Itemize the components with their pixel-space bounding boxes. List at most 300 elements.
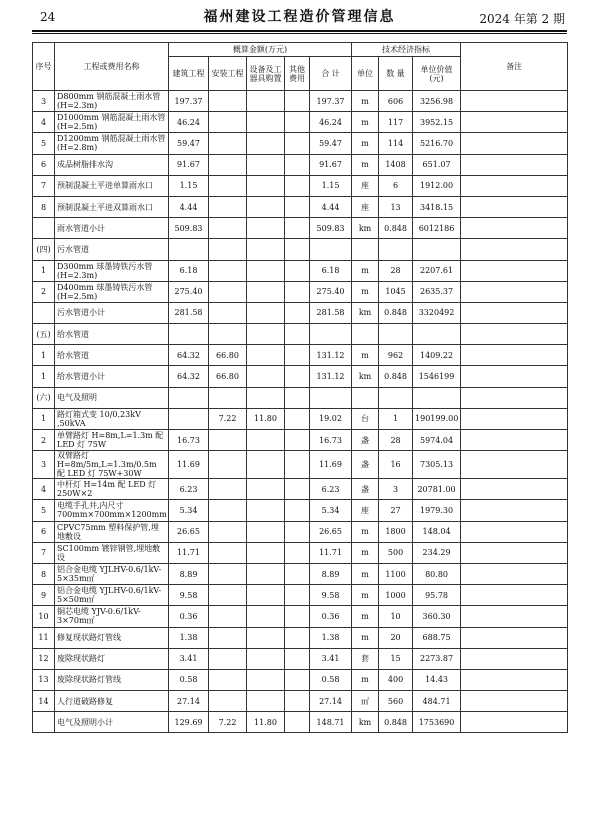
cell-unit-value: 2635.37	[413, 281, 461, 302]
cell-total: 131.12	[310, 345, 352, 366]
header-unit-value: 单位价值(元)	[413, 57, 461, 91]
cell-quantity: 1000	[379, 585, 413, 606]
cell-installation	[209, 430, 247, 451]
cell-total: 1.15	[310, 175, 352, 196]
cell-other	[285, 563, 310, 584]
cell-total: 0.36	[310, 606, 352, 627]
table-row	[33, 324, 568, 345]
cell-quantity: 114	[379, 133, 413, 154]
cell-unit-value: 6012186	[413, 218, 461, 239]
cell-installation	[209, 91, 247, 112]
cell-installation	[209, 324, 247, 345]
cell-other	[285, 218, 310, 239]
cell-unit	[352, 239, 379, 260]
cell-unit-value: 1912.00	[413, 175, 461, 196]
header-seq: 序号	[33, 43, 55, 91]
cell-seq: 1	[33, 366, 55, 387]
cell-installation	[209, 154, 247, 175]
cell-construction: 9.58	[169, 585, 209, 606]
cell-remark	[461, 627, 568, 648]
cell-remark	[461, 521, 568, 542]
cell-other	[285, 669, 310, 690]
cell-quantity: 500	[379, 542, 413, 563]
cell-construction: 1.38	[169, 627, 209, 648]
cell-equipment	[247, 218, 285, 239]
cell-construction: 64.32	[169, 366, 209, 387]
cell-unit: ㎡	[352, 691, 379, 712]
cell-seq: 7	[33, 175, 55, 196]
cell-installation	[209, 239, 247, 260]
cell-quantity: 0.848	[379, 712, 413, 733]
cell-equipment: 11.80	[247, 408, 285, 429]
cell-equipment	[247, 302, 285, 323]
cell-equipment: 11.80	[247, 712, 285, 733]
cell-installation	[209, 387, 247, 408]
cell-seq: 4	[33, 479, 55, 500]
cell-name: 污水管道小计	[55, 302, 169, 323]
header-remark: 备注	[461, 43, 568, 91]
cell-other	[285, 196, 310, 217]
cell-remark	[461, 408, 568, 429]
cell-name: SC100mm 镀锌钢管,埋地敷设	[55, 542, 169, 563]
cell-remark	[461, 281, 568, 302]
cell-unit: km	[352, 302, 379, 323]
cell-total: 11.71	[310, 542, 352, 563]
cell-total: 5.34	[310, 500, 352, 521]
cell-unit-value: 7305.13	[413, 451, 461, 479]
cell-unit-value: 2207.61	[413, 260, 461, 281]
cell-unit-value: 360.30	[413, 606, 461, 627]
cell-unit-value: 3320492	[413, 302, 461, 323]
table-row	[33, 345, 568, 366]
cell-seq: (六)	[33, 387, 55, 408]
cell-remark	[461, 302, 568, 323]
cell-seq: 6	[33, 154, 55, 175]
cell-other	[285, 324, 310, 345]
table-row	[33, 218, 568, 239]
cell-total: 275.40	[310, 281, 352, 302]
cell-other	[285, 281, 310, 302]
cell-unit: km	[352, 218, 379, 239]
cell-total: 1.38	[310, 627, 352, 648]
cell-construction: 27.14	[169, 691, 209, 712]
cell-name: 单臂路灯 H=8m,L=1.3m 配 LED 灯 75W	[55, 430, 169, 451]
cell-unit-value	[413, 239, 461, 260]
cell-construction: 5.34	[169, 500, 209, 521]
cell-equipment	[247, 669, 285, 690]
cell-unit: m	[352, 91, 379, 112]
cell-total: 3.41	[310, 648, 352, 669]
cell-seq: 14	[33, 691, 55, 712]
cell-seq: 8	[33, 563, 55, 584]
cell-unit: km	[352, 712, 379, 733]
table-row	[33, 133, 568, 154]
cell-unit: 盏	[352, 451, 379, 479]
cell-construction: 0.58	[169, 669, 209, 690]
cell-unit-value: 651.07	[413, 154, 461, 175]
cell-quantity: 962	[379, 345, 413, 366]
cell-remark	[461, 712, 568, 733]
header-installation: 安装工程	[209, 57, 247, 91]
cell-equipment	[247, 175, 285, 196]
cell-construction	[169, 239, 209, 260]
cell-other	[285, 345, 310, 366]
cell-name: 路灯箱式变 10/0.23kV ,50kVA	[55, 408, 169, 429]
cell-name: 废除现状路灯	[55, 648, 169, 669]
cell-construction: 26.65	[169, 521, 209, 542]
table-row	[33, 712, 568, 733]
cell-other	[285, 542, 310, 563]
cell-quantity: 400	[379, 669, 413, 690]
cell-remark	[461, 324, 568, 345]
cell-installation	[209, 500, 247, 521]
cell-name: 电缆手孔井,内尺寸 700mm×700mm×1200mm	[55, 500, 169, 521]
cell-unit-value: 484.71	[413, 691, 461, 712]
cell-installation	[209, 669, 247, 690]
cell-remark	[461, 648, 568, 669]
cell-construction: 59.47	[169, 133, 209, 154]
cell-total: 27.14	[310, 691, 352, 712]
cell-unit: m	[352, 154, 379, 175]
cell-total: 16.73	[310, 430, 352, 451]
table-row	[33, 239, 568, 260]
cell-remark	[461, 345, 568, 366]
table-row	[33, 479, 568, 500]
cell-quantity: 1045	[379, 281, 413, 302]
cell-installation	[209, 479, 247, 500]
cell-other	[285, 451, 310, 479]
cell-unit: m	[352, 606, 379, 627]
cell-quantity: 1408	[379, 154, 413, 175]
issue-label: 2024 年第 2 期	[479, 12, 565, 26]
table-row	[33, 648, 568, 669]
table-row	[33, 260, 568, 281]
cell-unit-value: 148.04	[413, 521, 461, 542]
cell-seq: 10	[33, 606, 55, 627]
table-row	[33, 542, 568, 563]
cell-total: 509.83	[310, 218, 352, 239]
cell-construction: 16.73	[169, 430, 209, 451]
cell-seq: 3	[33, 91, 55, 112]
cell-name: 铜芯电缆 YJV-0.6/1kV-3×70m㎡	[55, 606, 169, 627]
cell-total: 26.65	[310, 521, 352, 542]
cell-unit-value: 2273.87	[413, 648, 461, 669]
cell-name: D800mm 钢筋混凝土雨水管(H=2.3m)	[55, 91, 169, 112]
cell-total: 59.47	[310, 133, 352, 154]
cell-seq: (五)	[33, 324, 55, 345]
cell-installation: 7.22	[209, 712, 247, 733]
cell-other	[285, 691, 310, 712]
cell-equipment	[247, 345, 285, 366]
cell-construction: 281.58	[169, 302, 209, 323]
cell-remark	[461, 500, 568, 521]
cell-construction: 64.32	[169, 345, 209, 366]
cell-remark	[461, 260, 568, 281]
cell-name: 铝合金电缆 YJLHV-0.6/1kV-5×35m㎡	[55, 563, 169, 584]
cell-construction: 1.15	[169, 175, 209, 196]
cell-construction: 6.23	[169, 479, 209, 500]
cell-name: 雨水管道小计	[55, 218, 169, 239]
cell-construction: 129.69	[169, 712, 209, 733]
cell-unit: 座	[352, 196, 379, 217]
cell-quantity: 15	[379, 648, 413, 669]
cell-equipment	[247, 366, 285, 387]
table-row	[33, 606, 568, 627]
table-row	[33, 408, 568, 429]
cell-name: D1000mm 钢筋混凝土雨水管(H=2.5m)	[55, 112, 169, 133]
cell-remark	[461, 669, 568, 690]
cell-unit: 套	[352, 648, 379, 669]
table-row	[33, 563, 568, 584]
cell-seq: 2	[33, 430, 55, 451]
cell-other	[285, 521, 310, 542]
cell-construction: 197.37	[169, 91, 209, 112]
cell-unit-value: 5216.70	[413, 133, 461, 154]
cell-seq: 7	[33, 542, 55, 563]
cell-unit-value: 20781.00	[413, 479, 461, 500]
cell-seq: 1	[33, 260, 55, 281]
cell-remark	[461, 112, 568, 133]
cell-unit: 盏	[352, 479, 379, 500]
cell-installation	[209, 196, 247, 217]
cell-unit: 座	[352, 175, 379, 196]
cell-name: D1200mm 钢筋混凝土雨水管(H=2.8m)	[55, 133, 169, 154]
cell-construction	[169, 387, 209, 408]
cell-construction: 11.71	[169, 542, 209, 563]
cell-seq: 9	[33, 585, 55, 606]
header-divider	[32, 33, 567, 34]
cell-construction	[169, 408, 209, 429]
cell-other	[285, 430, 310, 451]
cell-quantity: 28	[379, 430, 413, 451]
cell-unit: 座	[352, 500, 379, 521]
cell-name: 预制混凝土平进单算雨水口	[55, 175, 169, 196]
cell-installation	[209, 627, 247, 648]
cell-equipment	[247, 521, 285, 542]
cell-unit-value: 1546199	[413, 366, 461, 387]
cell-installation: 7.22	[209, 408, 247, 429]
cell-name: 铝合金电缆 YJLHV-0.6/1kV-5×50m㎡	[55, 585, 169, 606]
cell-other	[285, 648, 310, 669]
cell-total: 131.12	[310, 366, 352, 387]
cell-quantity: 0.848	[379, 218, 413, 239]
cell-total: 46.24	[310, 112, 352, 133]
cell-unit: m	[352, 281, 379, 302]
cell-quantity: 560	[379, 691, 413, 712]
cell-unit-value: 1979.30	[413, 500, 461, 521]
cell-equipment	[247, 154, 285, 175]
cell-unit-value: 190199.00	[413, 408, 461, 429]
cell-name: 电气及照明小计	[55, 712, 169, 733]
cell-seq	[33, 712, 55, 733]
cell-unit-value: 3256.98	[413, 91, 461, 112]
cell-total: 0.58	[310, 669, 352, 690]
cell-seq: 5	[33, 500, 55, 521]
cell-unit: m	[352, 133, 379, 154]
cell-seq: 3	[33, 451, 55, 479]
cell-total: 281.58	[310, 302, 352, 323]
cell-unit: m	[352, 585, 379, 606]
header-other: 其他费用	[285, 57, 310, 91]
cell-name: 预制混凝土平进双算雨水口	[55, 196, 169, 217]
cell-seq: 12	[33, 648, 55, 669]
cell-construction: 6.18	[169, 260, 209, 281]
cell-quantity	[379, 387, 413, 408]
table-row	[33, 196, 568, 217]
cell-other	[285, 112, 310, 133]
table-row	[33, 500, 568, 521]
cell-quantity: 1800	[379, 521, 413, 542]
header-tech-group: 技术经济指标	[352, 43, 461, 57]
cell-total: 11.69	[310, 451, 352, 479]
cell-unit-value	[413, 387, 461, 408]
cell-installation	[209, 260, 247, 281]
header-equipment: 设备及工器具购置	[247, 57, 285, 91]
cell-name: 双臂路灯 H=8m/5m,L=1.3m/0.5m 配 LED 灯 75W+30W	[55, 451, 169, 479]
cell-quantity: 16	[379, 451, 413, 479]
cell-equipment	[247, 542, 285, 563]
cell-unit-value: 3418.15	[413, 196, 461, 217]
header-construction: 建筑工程	[169, 57, 209, 91]
cell-quantity	[379, 239, 413, 260]
table-row	[33, 627, 568, 648]
cell-total	[310, 387, 352, 408]
cell-remark	[461, 691, 568, 712]
table-row	[33, 691, 568, 712]
cell-remark	[461, 196, 568, 217]
cell-installation	[209, 218, 247, 239]
cell-other	[285, 366, 310, 387]
cell-unit-value: 5974.04	[413, 430, 461, 451]
cell-name: 中杆灯 H=14m 配 LED 灯 250W×2	[55, 479, 169, 500]
cell-unit-value: 1753690	[413, 712, 461, 733]
cell-installation	[209, 648, 247, 669]
cell-quantity: 0.848	[379, 366, 413, 387]
cell-unit-value: 95.78	[413, 585, 461, 606]
cell-total	[310, 324, 352, 345]
cell-seq: 1	[33, 345, 55, 366]
cell-remark	[461, 175, 568, 196]
cell-seq: 1	[33, 408, 55, 429]
cell-unit-value: 3952.15	[413, 112, 461, 133]
cell-remark	[461, 563, 568, 584]
cell-remark	[461, 430, 568, 451]
table-row	[33, 302, 568, 323]
cell-construction: 3.41	[169, 648, 209, 669]
cell-name: 电气及照明	[55, 387, 169, 408]
cell-seq: 4	[33, 112, 55, 133]
cell-unit: m	[352, 563, 379, 584]
cell-other	[285, 91, 310, 112]
cell-other	[285, 239, 310, 260]
cell-name: 人行道破路修复	[55, 691, 169, 712]
cell-unit: m	[352, 521, 379, 542]
cell-construction: 46.24	[169, 112, 209, 133]
cell-installation	[209, 691, 247, 712]
cell-unit-value: 1409.22	[413, 345, 461, 366]
page-header	[32, 6, 567, 32]
cell-unit	[352, 324, 379, 345]
header-unit: 单位	[352, 57, 379, 91]
cell-equipment	[247, 606, 285, 627]
cell-quantity: 606	[379, 91, 413, 112]
cell-equipment	[247, 387, 285, 408]
table-row	[33, 112, 568, 133]
cell-installation	[209, 281, 247, 302]
cell-unit: m	[352, 669, 379, 690]
cell-other	[285, 260, 310, 281]
cell-quantity: 28	[379, 260, 413, 281]
cell-unit: m	[352, 542, 379, 563]
cell-quantity: 10	[379, 606, 413, 627]
cell-unit	[352, 387, 379, 408]
cell-seq: 11	[33, 627, 55, 648]
cell-seq: 13	[33, 669, 55, 690]
cell-installation	[209, 542, 247, 563]
header-total: 合 计	[310, 57, 352, 91]
cell-remark	[461, 451, 568, 479]
cell-name: 给水管道	[55, 324, 169, 345]
table-row	[33, 521, 568, 542]
cell-seq: 2	[33, 281, 55, 302]
table-row	[33, 387, 568, 408]
cell-installation: 66.80	[209, 366, 247, 387]
cell-seq: 6	[33, 521, 55, 542]
header-name: 工程或费用名称	[55, 43, 169, 91]
cell-seq: 5	[33, 133, 55, 154]
table-row	[33, 430, 568, 451]
cell-equipment	[247, 500, 285, 521]
cell-unit: km	[352, 366, 379, 387]
cell-equipment	[247, 260, 285, 281]
cell-construction: 0.36	[169, 606, 209, 627]
cell-remark	[461, 542, 568, 563]
cell-quantity: 20	[379, 627, 413, 648]
cell-installation	[209, 451, 247, 479]
cell-construction: 4.44	[169, 196, 209, 217]
cell-other	[285, 387, 310, 408]
cell-unit: m	[352, 627, 379, 648]
table-row	[33, 154, 568, 175]
cell-other	[285, 479, 310, 500]
cell-remark	[461, 133, 568, 154]
cell-equipment	[247, 196, 285, 217]
table-body	[33, 91, 568, 733]
cell-total: 9.58	[310, 585, 352, 606]
cell-total: 19.02	[310, 408, 352, 429]
cell-unit-value: 14.43	[413, 669, 461, 690]
cell-remark	[461, 91, 568, 112]
cell-remark	[461, 479, 568, 500]
cell-remark	[461, 585, 568, 606]
cell-name: 给水管道小计	[55, 366, 169, 387]
cell-quantity	[379, 324, 413, 345]
table-row	[33, 669, 568, 690]
table-row	[33, 91, 568, 112]
page-number: 24	[40, 10, 56, 24]
cell-installation: 66.80	[209, 345, 247, 366]
cell-name: 给水管道	[55, 345, 169, 366]
header-budget-group: 概算金额(万元)	[169, 43, 352, 57]
cell-quantity: 6	[379, 175, 413, 196]
cell-other	[285, 408, 310, 429]
cell-quantity: 1	[379, 408, 413, 429]
cell-unit: m	[352, 345, 379, 366]
cell-equipment	[247, 430, 285, 451]
cell-quantity: 3	[379, 479, 413, 500]
cell-other	[285, 627, 310, 648]
cell-installation	[209, 175, 247, 196]
